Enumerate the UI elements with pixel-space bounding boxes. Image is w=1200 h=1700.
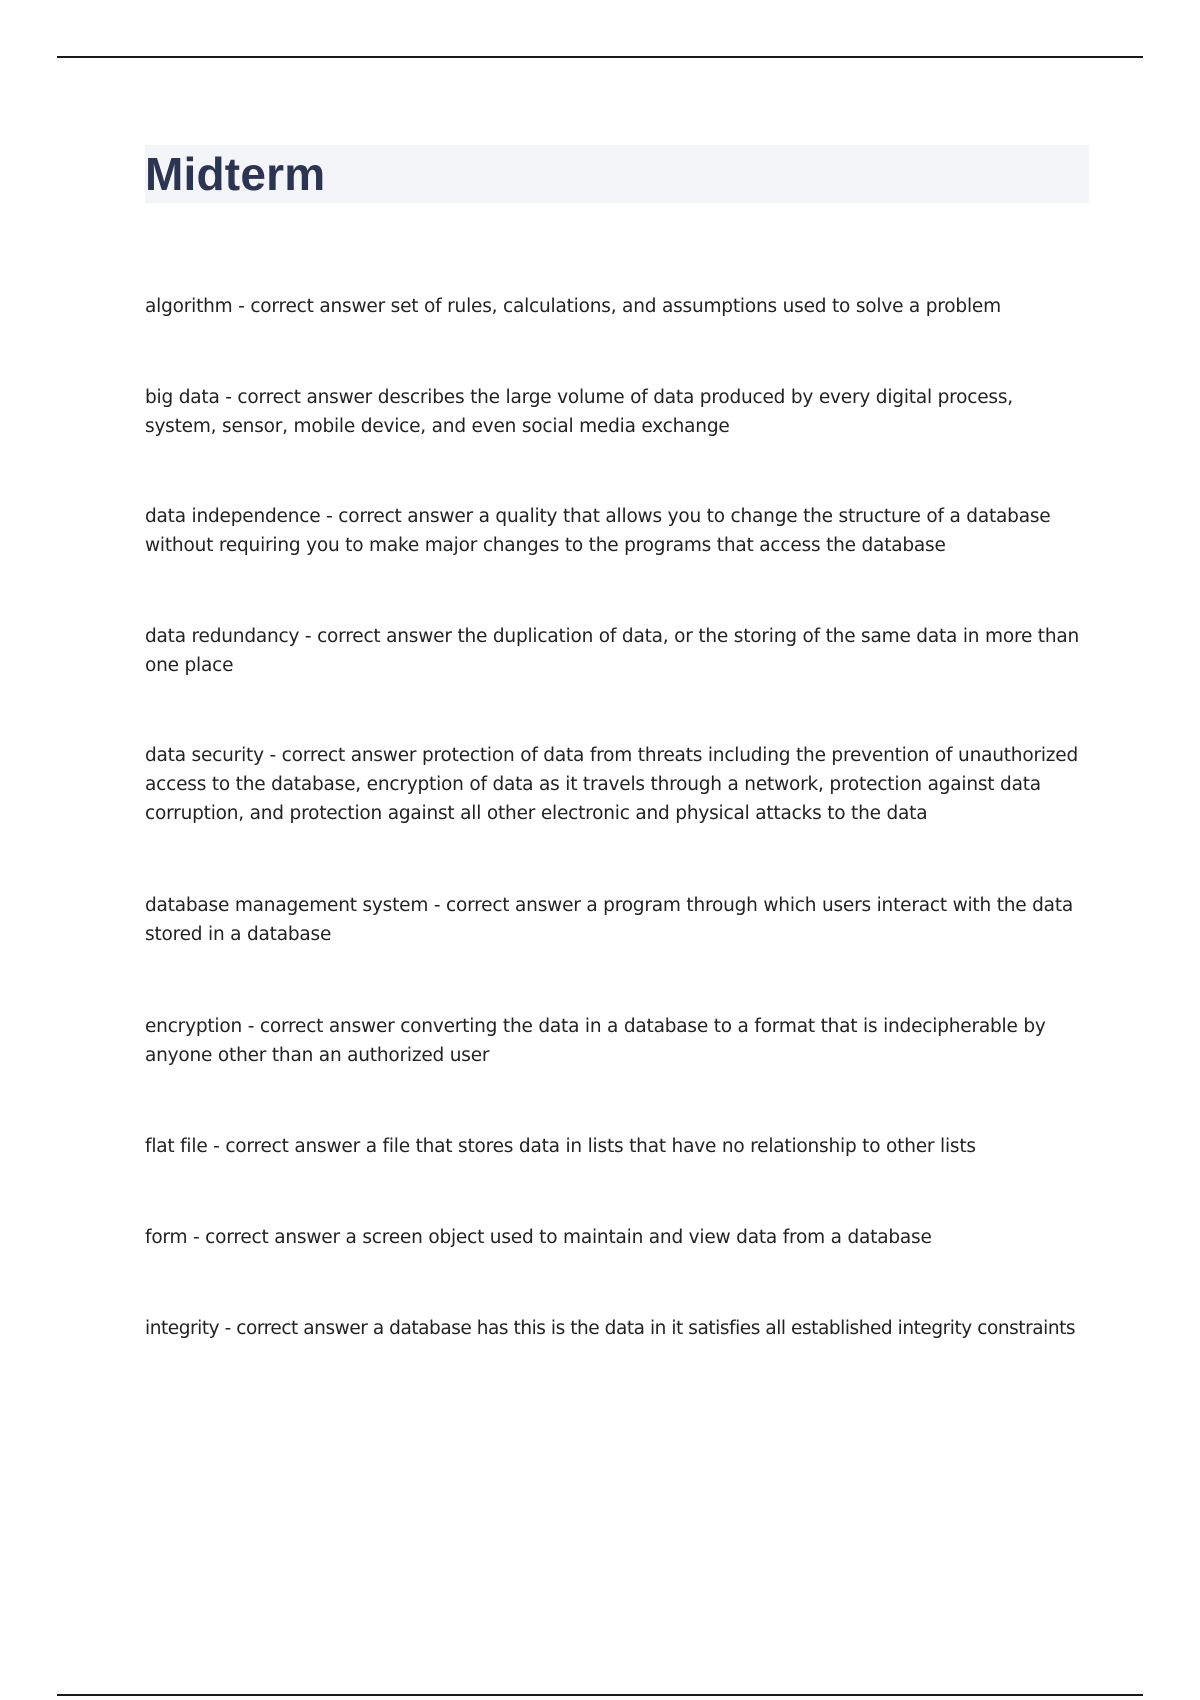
entry-integrity: integrity - correct answer a database has this is the data in it satisfies all established integrity constraints <box>145 1318 1076 1339</box>
entry-big-data: big data - correct answer describes the large volume of data produced by every digital process, system, sensor, mobile device, and even social media exchange <box>145 387 1013 437</box>
bottom-rule <box>57 1694 1143 1696</box>
top-rule <box>57 56 1143 58</box>
entry-data-independence: data independence - correct answer a quality that allows you to change the structure of a database without requiring you to make major changes to the programs that access the database <box>145 506 1051 556</box>
entry-encryption: encryption - correct answer converting the data in a database to a format that is indecipherable by anyone other than an authorized user <box>145 1016 1046 1066</box>
title-band <box>145 145 1089 203</box>
entry-database-management-system: database management system - correct answer a program through which users interact with the data stored in a database <box>145 895 1074 945</box>
entry-data-redundancy: data redundancy - correct answer the duplication of data, or the storing of the same data in more than one place <box>145 626 1080 676</box>
entry-data-security: data security - correct answer protection of data from threats including the prevention of unauthorized access to the database, encryption of data as it travels through a network, protection against data corruption, and protection against all other electronic and physical attacks to the data <box>145 745 1079 824</box>
entry-form: form - correct answer a screen object used to maintain and view data from a database <box>145 1227 932 1248</box>
page-title: Midterm <box>145 148 326 200</box>
entry-flat-file: flat file - correct answer a file that stores data in lists that have no relationship to other lists <box>145 1136 976 1157</box>
entry-algorithm: algorithm - correct answer set of rules, calculations, and assumptions used to solve a problem <box>145 296 1001 317</box>
